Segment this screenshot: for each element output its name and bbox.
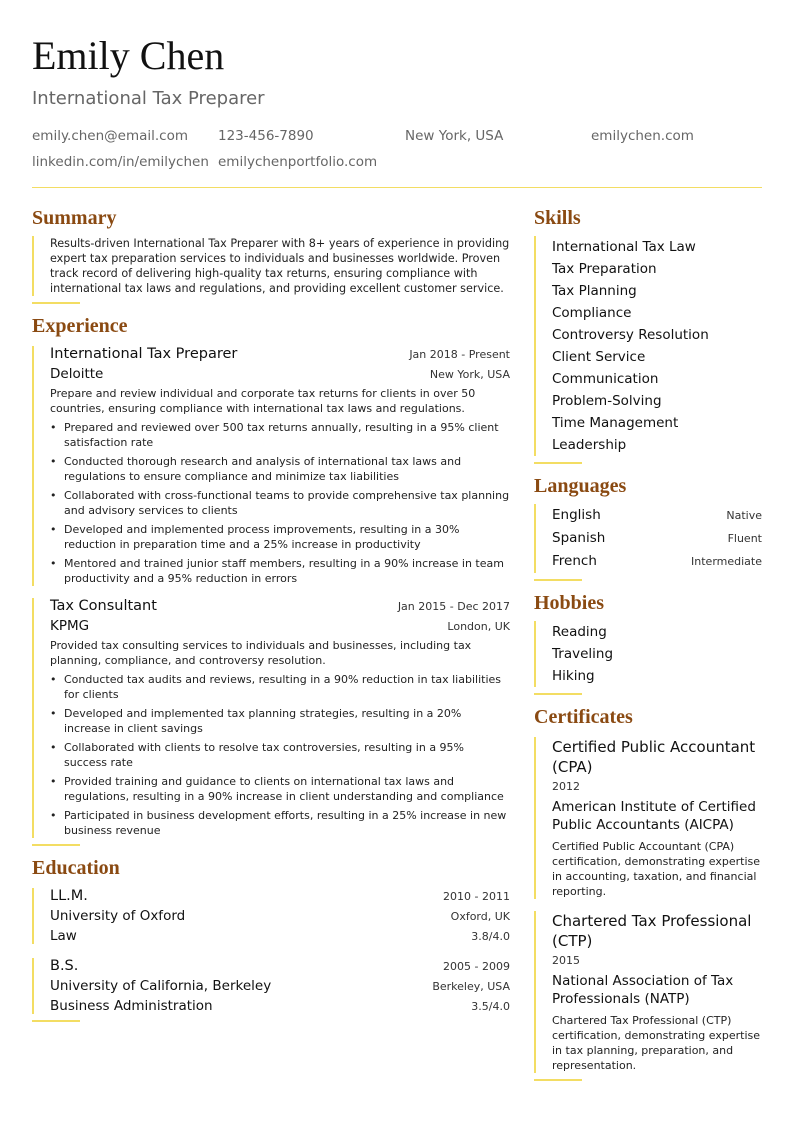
hobby-item: Hiking [552, 668, 595, 684]
certificate-name: Certified Public Accountant (CPA) [552, 738, 756, 776]
right-column [534, 204, 762, 1081]
skill-item: Problem-Solving [552, 393, 662, 409]
job-entry [32, 598, 510, 838]
bullet-item [50, 488, 510, 518]
skill-item: Compliance [552, 305, 632, 321]
certificate-year: 2012 [552, 780, 580, 793]
contact-location: New York, USA [405, 128, 504, 144]
hobby-item: Traveling [552, 646, 614, 662]
edu-school-row [50, 908, 510, 924]
certificate-description: Certified Public Accountant (CPA) certification, demonstrating expertise in accounting, taxation, and financial reporting. [552, 840, 761, 898]
bullet-item [50, 420, 510, 450]
job-location: New York, USA [429, 368, 510, 381]
job-location: London, UK [447, 620, 510, 633]
edu-dates: 2010 - 2011 [443, 890, 510, 903]
skill-item: Controversy Resolution [552, 327, 709, 343]
education-heading: Education [32, 857, 120, 879]
edu-header [50, 958, 510, 974]
skills-underline [534, 462, 582, 464]
education-underline [32, 1020, 80, 1022]
bullet-text: Developed and implemented process improvements, resulting in a 30% reduction in preparation time and a 25% increase in productivity [64, 523, 460, 551]
bullet-item [50, 706, 510, 736]
summary-heading: Summary [32, 207, 117, 229]
job-entry [32, 346, 510, 586]
language-item [552, 550, 762, 573]
job-company-row [50, 618, 510, 634]
job-header [50, 598, 510, 614]
languages-section [534, 472, 762, 581]
hobbies-underline [534, 693, 582, 695]
bullet-dot-icon: • [50, 455, 57, 468]
education-entry [32, 958, 510, 1014]
job-description: Provided tax consulting services to individuals and businesses, including tax planning, compliance, and controversy resolution. [50, 639, 472, 667]
bullet-dot-icon: • [50, 775, 57, 788]
bullet-item [50, 556, 510, 586]
bullet-dot-icon: • [50, 741, 57, 754]
job-bullets [50, 420, 510, 586]
bullet-dot-icon: • [50, 557, 57, 570]
language-level: Fluent [727, 532, 762, 545]
bullet-text: Collaborated with cross-functional teams to provide comprehensive tax planning and advisory services to clients [64, 489, 510, 517]
hobbies-heading: Hobbies [534, 592, 605, 614]
job-description: Prepare and review individual and corporate tax returns for clients in over 50 countries, ensuring compliance with international tax laws and regulations. [50, 387, 476, 415]
edu-field: Business Administration [50, 998, 213, 1014]
bullet-text: Conducted thorough research and analysis of international tax laws and regulations to ensure compliance and minimize tax liabilities [64, 455, 462, 483]
bullet-text: Mentored and trained junior staff members, resulting in a 90% increase in team productivity and a 95% reduction in errors [64, 557, 504, 585]
skill-item: Tax Preparation [552, 261, 657, 277]
job-dates: Jan 2015 - Dec 2017 [397, 600, 510, 613]
bullet-text: Collaborated with clients to resolve tax controversies, resulting in a 95% success rate [64, 741, 465, 769]
skill-item: Client Service [552, 349, 646, 365]
bullet-dot-icon: • [50, 489, 57, 502]
bullet-text: Provided training and guidance to clients on international tax laws and regulations, resulting in a 90% increase in client understanding and compliance [64, 775, 504, 803]
language-item [552, 527, 762, 550]
bullet-dot-icon: • [50, 523, 57, 536]
languages-heading: Languages [534, 475, 627, 497]
edu-gpa: 3.5/4.0 [471, 1000, 510, 1013]
skill-item: Leadership [552, 437, 627, 453]
language-name: French [552, 553, 597, 569]
hobby-item: Reading [552, 624, 607, 640]
edu-location: Oxford, UK [450, 910, 510, 923]
hobbies-section [534, 589, 762, 695]
experience-heading: Experience [32, 315, 128, 337]
edu-school: University of California, Berkeley [50, 978, 272, 994]
summary-section [32, 204, 510, 304]
edu-field-row [50, 928, 510, 944]
edu-location: Berkeley, USA [432, 980, 510, 993]
languages-list [534, 504, 762, 573]
language-name: Spanish [552, 530, 606, 546]
bullet-item [50, 454, 510, 484]
edu-field: Law [50, 928, 77, 944]
job-title: Tax Consultant [50, 598, 157, 614]
left-column [32, 204, 510, 1022]
header-divider [32, 187, 762, 188]
edu-degree: LL.M. [50, 888, 88, 904]
contact-portfolio[interactable]: emilychenportfolio.com [218, 154, 378, 170]
candidate-name: Emily Chen [32, 33, 225, 78]
language-level: Intermediate [691, 555, 762, 568]
languages-underline [534, 579, 582, 581]
bullet-dot-icon: • [50, 673, 57, 686]
education-section [32, 854, 510, 1022]
edu-field-row [50, 998, 510, 1014]
job-title: International Tax Preparer [50, 346, 238, 362]
skills-heading: Skills [534, 207, 581, 229]
contact-email[interactable]: emily.chen@email.com [32, 128, 189, 144]
bullet-text: Conducted tax audits and reviews, resulting in a 90% reduction in tax liabilities for clients [64, 673, 501, 701]
edu-dates: 2005 - 2009 [443, 960, 510, 973]
edu-degree: B.S. [50, 958, 79, 974]
bullet-item [50, 808, 510, 838]
language-name: English [552, 507, 601, 523]
bullet-text: Prepared and reviewed over 500 tax returns annually, resulting in a 95% client satisfaction rate [64, 421, 499, 449]
bullet-text: Participated in business development efforts, resulting in a 25% increase in new business revenue [64, 809, 507, 837]
bullet-dot-icon: • [50, 809, 57, 822]
certificates-heading: Certificates [534, 706, 633, 728]
job-company: KPMG [50, 618, 90, 634]
bullet-dot-icon: • [50, 707, 57, 720]
summary-text: Results-driven International Tax Preparer with 8+ years of experience in providing expert tax preparation services to individuals and businesses worldwide. Proven track record of delivering high-quality tax returns, ensuring compliance with international tax laws and regulations, and providing excellent customer service. [50, 237, 510, 295]
certificates-section [534, 703, 762, 1081]
skills-section [534, 204, 762, 464]
job-bullets [50, 672, 510, 838]
certificate-entry [534, 911, 762, 1073]
summary-block [32, 236, 510, 296]
certificate-entry [534, 737, 762, 899]
certificate-org: National Association of Tax Professionals (NATP) [552, 973, 734, 1007]
skill-item: Communication [552, 371, 659, 387]
certificates-underline [534, 1079, 582, 1081]
skill-item: Time Management [552, 415, 679, 431]
job-company: Deloitte [50, 366, 104, 382]
candidate-role: International Tax Preparer [32, 88, 265, 109]
certificate-org: American Institute of Certified Public Accountants (AICPA) [552, 799, 756, 833]
bullet-item [50, 522, 510, 552]
edu-school-row [50, 978, 510, 994]
contact-phone: 123-456-7890 [218, 128, 314, 144]
language-item [552, 504, 762, 527]
education-entry [32, 888, 510, 944]
language-level: Native [726, 509, 762, 522]
bullet-text: Developed and implemented tax planning strategies, resulting in a 20% increase in client savings [64, 707, 462, 735]
certificate-description: Chartered Tax Professional (CTP) certification, demonstrating expertise in tax planning, preparation, and representation. [552, 1014, 761, 1072]
job-dates: Jan 2018 - Present [409, 348, 510, 361]
summary-underline [32, 302, 80, 304]
contact-website[interactable]: emilychen.com [591, 128, 694, 144]
bullet-item [50, 774, 510, 804]
experience-section [32, 312, 510, 846]
bullet-item [50, 740, 510, 770]
certificate-name: Chartered Tax Professional (CTP) [552, 912, 752, 950]
job-company-row [50, 366, 510, 382]
edu-school: University of Oxford [50, 908, 186, 924]
bullet-item [50, 672, 510, 702]
edu-header [50, 888, 510, 904]
certificate-year: 2015 [552, 954, 580, 967]
edu-gpa: 3.8/4.0 [471, 930, 510, 943]
bullet-dot-icon: • [50, 421, 57, 434]
experience-underline [32, 844, 80, 846]
skill-item: International Tax Law [552, 239, 696, 255]
job-header [50, 346, 510, 362]
contact-linkedin[interactable]: linkedin.com/in/emilychen [32, 154, 209, 170]
hobbies-list [534, 621, 762, 687]
skills-list [534, 236, 762, 456]
skill-item: Tax Planning [552, 283, 637, 299]
